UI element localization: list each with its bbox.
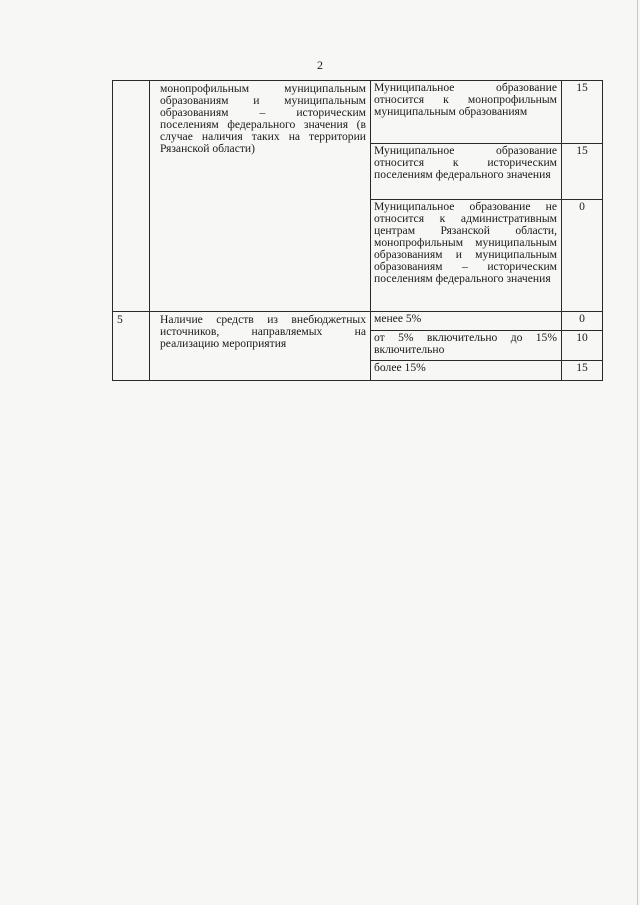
- row-number-cell: [113, 312, 150, 381]
- option-text: от 5% включительно до 15% включительно: [371, 330, 561, 360]
- option-text: Муниципальное образование относится к монопрофильным муниципальным образованиям: [374, 81, 557, 118]
- criterion-text: Наличие средств из внебюджетных источников, направляемых на реализацию мероприятия: [160, 313, 366, 350]
- points-value: 0: [562, 199, 602, 311]
- row-number: [113, 81, 149, 85]
- options-cell: [371, 81, 562, 312]
- points-value: 15: [562, 143, 602, 199]
- criterion-text: монопрофильным муниципальным образованиям и муниципальным образованиям – историческим поселениям федерального значения (в случае наличия таких на территории Рязанской области): [160, 82, 366, 155]
- option-text: менее 5%: [374, 312, 422, 325]
- points-value: 15: [562, 360, 602, 380]
- options-cell: [371, 312, 562, 381]
- option-text: Муниципальное образование относится к историческим поселениям федерального значения: [371, 143, 561, 199]
- points-cell: [562, 312, 603, 381]
- points-value: 15: [576, 81, 588, 94]
- page-number: 2: [317, 58, 323, 72]
- row-number-cell: [113, 81, 150, 312]
- option-text: более 15%: [371, 360, 561, 380]
- table-row: [113, 81, 603, 312]
- option-text: Муниципальное образование не относится к административным центрам Рязанской области, монопрофильным муниципальным образованиям и муниципальным образованиям – историческим поселениям федерального значения: [371, 199, 561, 311]
- table-row: [113, 312, 603, 381]
- points-cell: [562, 81, 603, 312]
- criteria-table: [112, 80, 603, 381]
- row-number: 5: [117, 313, 123, 326]
- points-value: 10: [562, 330, 602, 360]
- page-edge: [637, 0, 638, 905]
- points-value: 0: [579, 312, 585, 325]
- criterion-cell: [150, 312, 371, 381]
- criterion-cell: [150, 81, 371, 312]
